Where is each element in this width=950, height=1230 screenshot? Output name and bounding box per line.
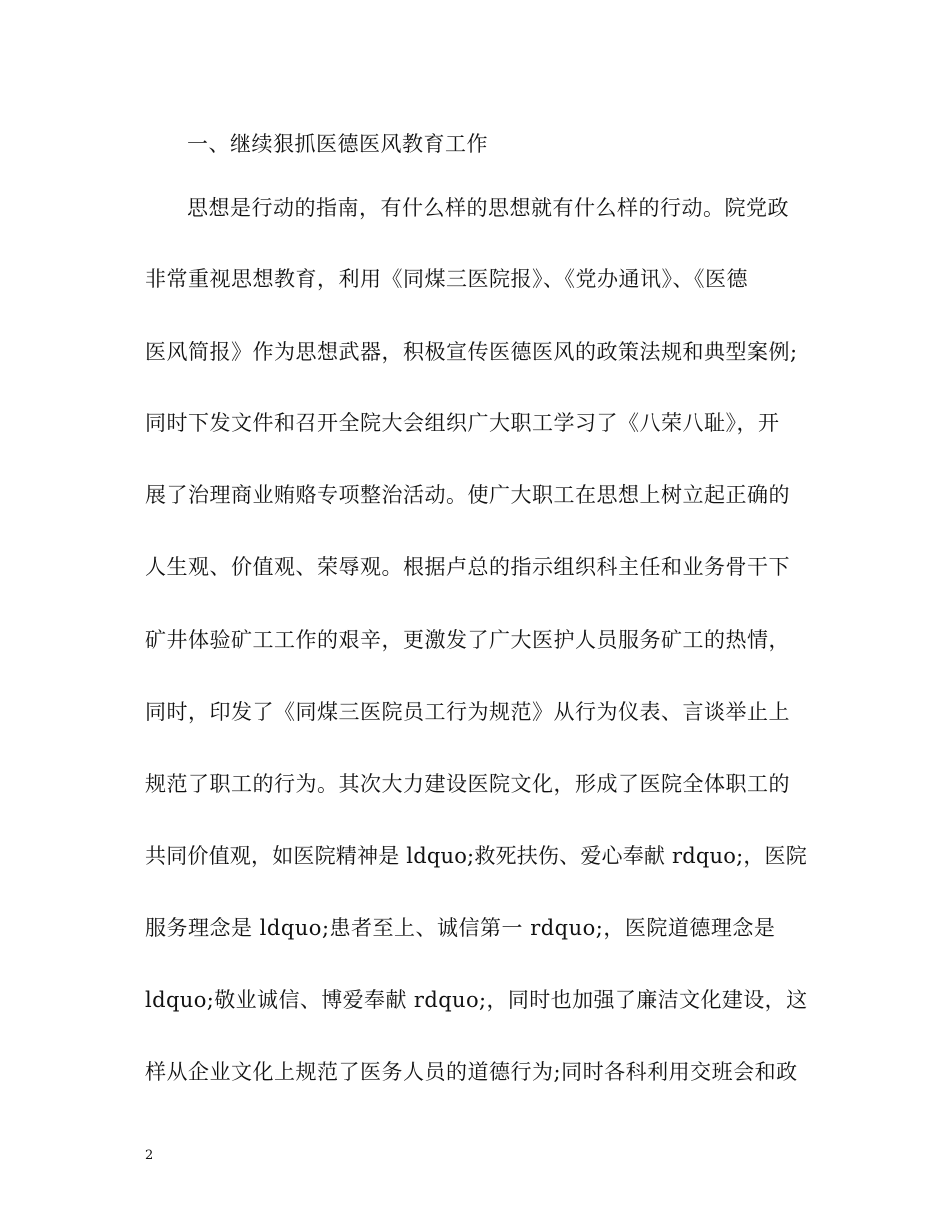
paragraph-line: 医风简报》作为思想武器，积极宣传医德医风的政策法规和典型案例; <box>145 340 798 364</box>
paragraph-line: 规范了职工的行为。其次大力建设医院文化，形成了医院全体职工的 <box>145 772 790 796</box>
paragraph-line: 共同价值观，如医院精神是 ldquo;救死扶伤、爱心奉献 rdquo;，医院 <box>145 844 807 868</box>
paragraph-line: 思想是行动的指南，有什么样的思想就有什么样的行动。院党政 <box>187 196 789 220</box>
paragraph-line: 同时下发文件和召开全院大会组织广大职工学习了《八荣八耻》，开 <box>145 411 780 435</box>
paragraph-line: 展了治理商业贿赂专项整治活动。使广大职工在思想上树立起正确的 <box>145 483 790 507</box>
paragraph-line: 服务理念是 ldquo;患者至上、诚信第一 rdquo;，医院道德理念是 <box>145 916 776 940</box>
paragraph-line: 非常重视思想教育，利用《同煤三医院报》、《党办通讯》、《医德 <box>145 267 748 291</box>
paragraph-line: 矿井体验矿工工作的艰辛，更激发了广大医护人员服务矿工的热情， <box>145 628 790 652</box>
paragraph-line: 人生观、价值观、荣辱观。根据卢总的指示组织科主任和业务骨干下 <box>145 555 790 579</box>
paragraph-line: 样从企业文化上规范了医务人员的道德行为;同时各科利用交班会和政 <box>145 1060 798 1084</box>
paragraph-line: 同时，印发了《同煤三医院员工行为规范》从行为仪表、言谈举止上 <box>145 700 790 724</box>
page-number: 2 <box>145 1148 154 1163</box>
section-heading: 一、继续狠抓医德医风教育工作 <box>187 132 488 156</box>
paragraph-line: ldquo;敬业诚信、博爱奉献 rdquo;，同时也加强了廉洁文化建设，这 <box>145 988 808 1012</box>
